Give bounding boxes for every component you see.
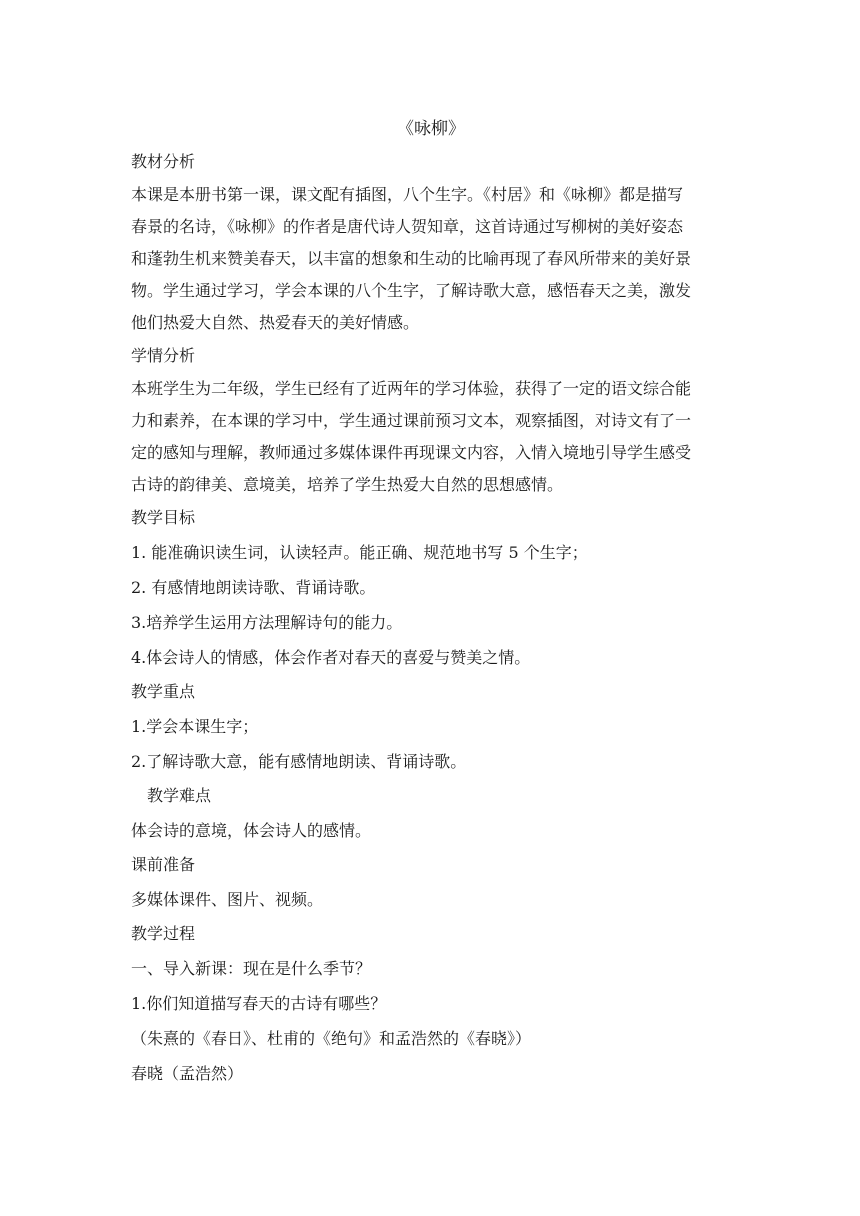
key-point-item: 1.学会本课生字； — [131, 717, 259, 736]
paragraph-line: 物。学生通过学习，学会本课的八个生字，了解诗歌大意，感悟春天之美，激发 — [131, 281, 692, 300]
paragraph-line: 古诗的韵律美、意境美，培养了学生热爱大自然的思想感情。 — [131, 475, 564, 494]
goal-item: 3.培养学生运用方法理解诗句的能力。 — [131, 613, 403, 632]
paragraph-line: 定的感知与理解，教师通过多媒体课件再现课文内容，入情入境地引导学生感受 — [131, 443, 692, 462]
key-point-item: 2.了解诗歌大意，能有感情地朗读、背诵诗歌。 — [131, 752, 467, 771]
paragraph-line: 春景的名诗，《咏柳》的作者是唐代诗人贺知章，这首诗通过写柳树的美好姿态 — [131, 217, 684, 236]
paragraph-line: 和蓬勃生机来赞美春天，以丰富的想象和生动的比喻再现了春风所带来的美好景 — [131, 249, 692, 268]
document-title: 《咏柳》 — [397, 119, 465, 139]
student-analysis-paragraph — [131, 373, 731, 501]
paragraph-line: 他们热爱大自然、热爱春天的美好情感。 — [131, 313, 420, 332]
paragraph-line: 力和素养，在本课的学习中，学生通过课前预习文本，观察插图，对诗文有了一 — [131, 411, 692, 430]
section-heading-key-points: 教学重点 — [131, 682, 196, 701]
process-item: 春晓（孟浩然） — [131, 1064, 244, 1083]
section-heading-process: 教学过程 — [131, 924, 196, 943]
section-heading-student-analysis: 学情分析 — [131, 346, 196, 365]
goal-item: 4.体会诗人的情感，体会作者对春天的喜爱与赞美之情。 — [131, 648, 531, 667]
preparation-text: 多媒体课件、图片、视频。 — [131, 890, 324, 909]
process-item: 一、导入新课：现在是什么季节？ — [131, 959, 372, 978]
difficulties-text: 体会诗的意境，体会诗人的感情。 — [131, 821, 372, 840]
paragraph-line: 本课是本册书第一课，课文配有插图，八个生字。《村居》和《咏柳》都是描写 — [131, 185, 684, 204]
process-item: 1.你们知道描写春天的古诗有哪些？ — [131, 994, 387, 1013]
paragraph-line: 本班学生为二年级，学生已经有了近两年的学习体验，获得了一定的语文综合能 — [131, 379, 692, 398]
goal-item: 1. 能准确识读生词，认读轻声。能正确、规范地书写 5 个生字； — [131, 543, 588, 562]
process-item: （朱熹的《春日》、杜甫的《绝句》和孟浩然的《春晓》） — [131, 1029, 532, 1048]
section-heading-textbook-analysis: 教材分析 — [131, 152, 196, 171]
section-heading-teaching-goals: 教学目标 — [131, 508, 196, 527]
goal-item: 2. 有感情地朗读诗歌、背诵诗歌。 — [131, 578, 376, 597]
document-body — [131, 113, 731, 1091]
section-heading-difficulties: 教学难点 — [147, 786, 212, 805]
section-heading-preparation: 课前准备 — [131, 855, 196, 874]
textbook-analysis-paragraph — [131, 179, 731, 339]
